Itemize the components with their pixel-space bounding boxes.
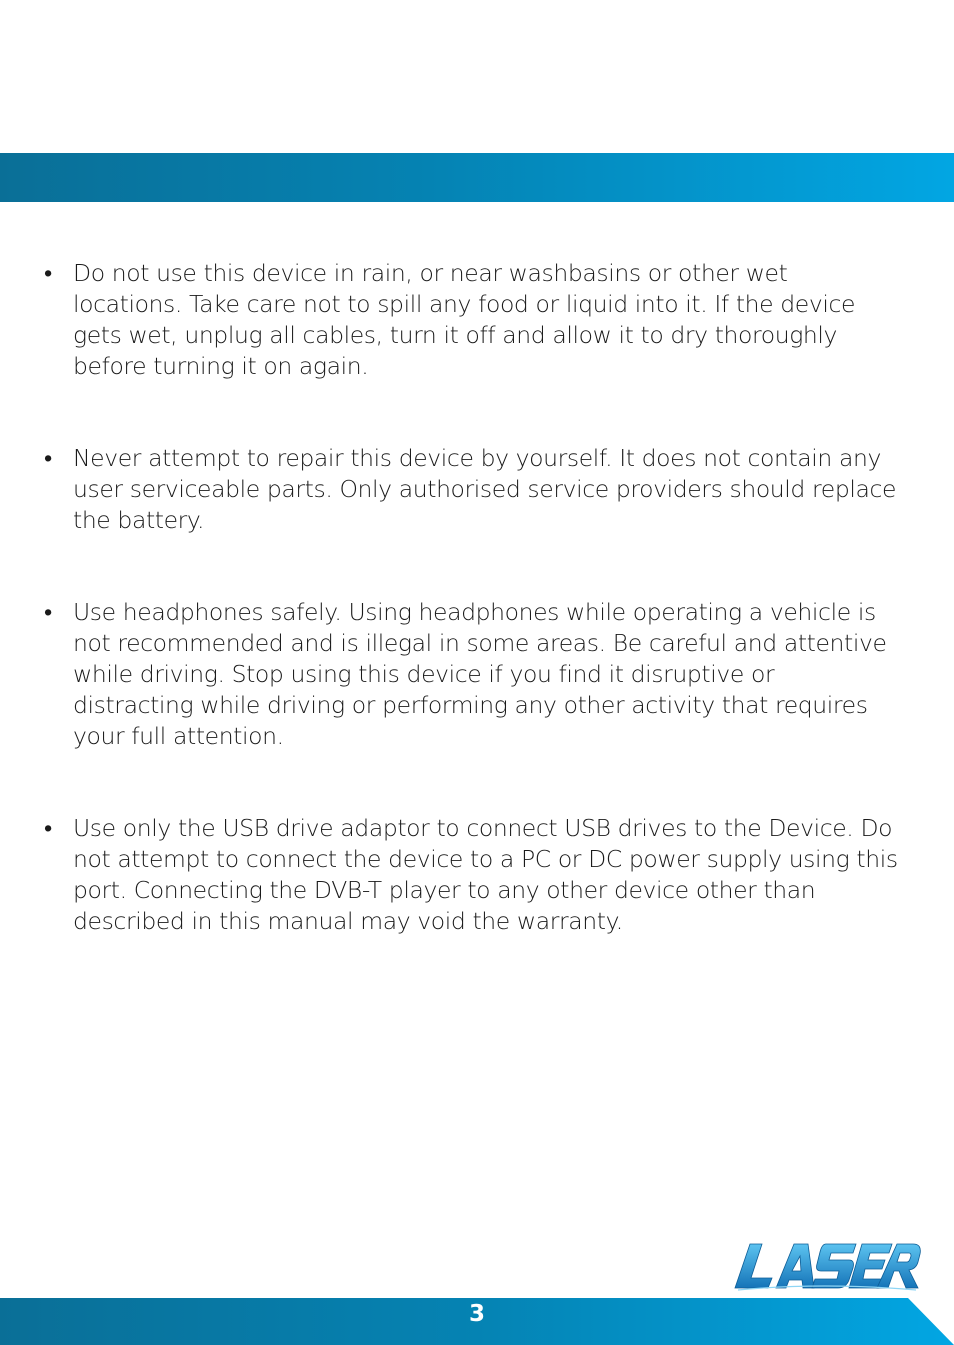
laser-logo-icon — [732, 1238, 922, 1298]
bullet-icon: • — [44, 259, 52, 287]
safety-bullet-list — [40, 258, 900, 998]
bullet-icon: • — [44, 444, 52, 472]
bullet-item — [40, 443, 900, 536]
bullet-item — [40, 597, 900, 752]
laser-logo — [732, 1238, 922, 1298]
bullet-icon: • — [44, 814, 52, 842]
bullet-text: Do not use this device in rain, or near washbasins or other wet locations. Take care not to spill any food or liquid into it. If the device gets wet, unplug all cables, turn it off and allow it to dry thoroughly before turning it on again. — [73, 259, 856, 380]
bullet-text: Never attempt to repair this device by yourself. It does not contain any user serviceable parts. Only authorised service providers should replace the battery. — [73, 444, 897, 534]
bullet-item — [40, 813, 900, 937]
bullet-icon: • — [44, 598, 52, 626]
bullet-text: Use only the USB drive adaptor to connect USB drives to the Device. Do not attempt to connect the device to a PC or DC power supply using this port. Connecting the DVB-T player to any other device other than described in this manual may void the warranty. — [73, 814, 898, 935]
page-number: 3 — [468, 1301, 485, 1327]
header-color-band — [0, 153, 954, 202]
bullet-text: Use headphones safely. Using headphones while operating a vehicle is not recommended and is illegal in some areas. Be careful and attentive while driving. Stop using this device if you find it disruptive or distracting while driving or performing any other activity that requires your full attention. — [73, 598, 887, 750]
bullet-item — [40, 258, 900, 382]
